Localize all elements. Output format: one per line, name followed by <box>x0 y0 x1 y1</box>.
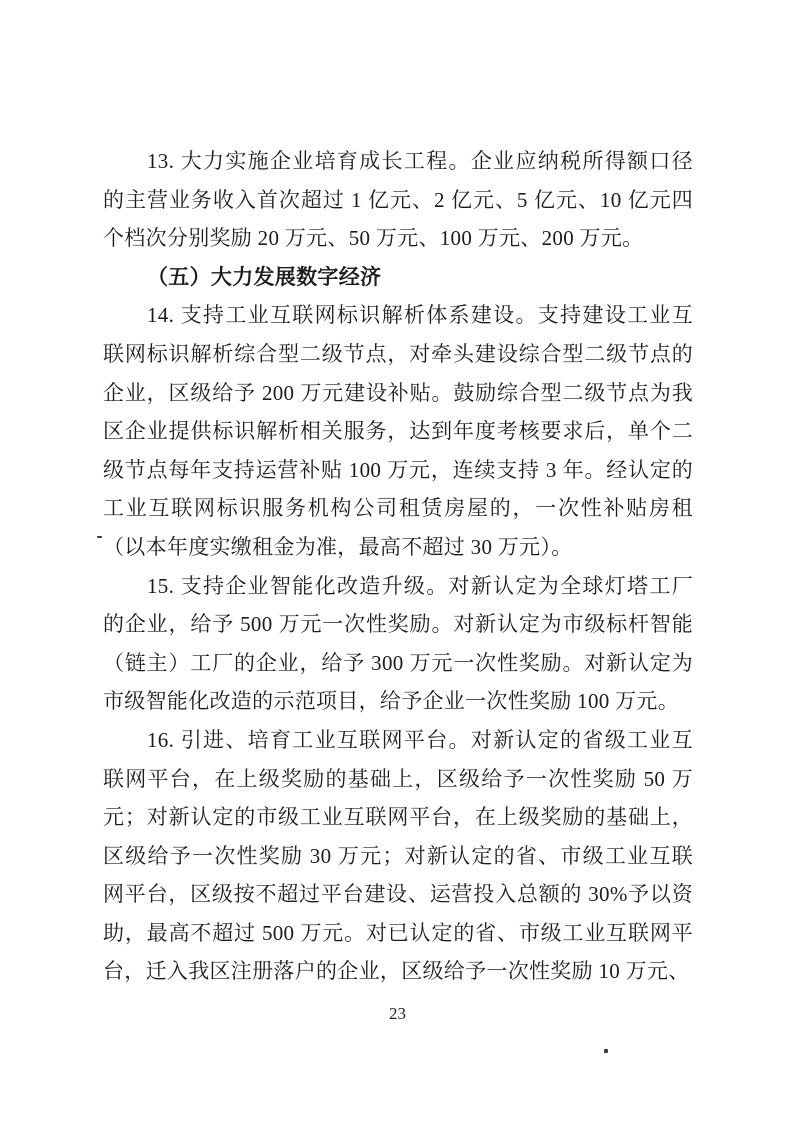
text-line: （链主）工厂的企业，给予 300 万元一次性奖励。对新认定为 <box>103 650 693 675</box>
text-line: 14. 支持工业互联网标识解析体系建设。支持建设工业互 <box>147 303 693 328</box>
text-line: 联网平台，在上级奖励的基础上，区级给予一次性奖励 50 万 <box>103 766 693 791</box>
text-line: 工业互联网标识服务机构公司租赁房屋的，一次性补贴房租 <box>103 496 693 521</box>
text-line: 网平台，区级按不超过平台建设、运营投入总额的 30%予以资 <box>103 882 693 907</box>
text-line: （以本年度实缴租金为准，最高不超过 30 万元）。 <box>103 534 573 559</box>
text-line: 个档次分别奖励 20 万元、50 万元、100 万元、200 万元。 <box>103 226 644 251</box>
text-line: 的主营业务收入首次超过 1 亿元、2 亿元、5 亿元、10 亿元四 <box>103 187 693 212</box>
text-line: 区级给予一次性奖励 30 万元；对新认定的省、市级工业互联 <box>103 843 693 868</box>
text-line: 联网标识解析综合型二级节点，对牵头建设综合型二级节点的 <box>103 341 693 366</box>
text-line: 13. 大力实施企业培育成长工程。企业应纳税所得额口径 <box>147 149 693 173</box>
text-line: 15. 支持企业智能化改造升级。对新认定为全球灯塔工厂 <box>147 573 693 598</box>
text-line: 企业，区级给予 200 万元建设补贴。鼓励综合型二级节点为我 <box>103 380 693 405</box>
document-text <box>103 142 693 991</box>
section-heading: （五）大力发展数字经济 <box>147 264 382 289</box>
scan-speck <box>97 536 102 538</box>
page-number: 23 <box>389 1004 406 1023</box>
text-line: 的企业，给予 500 万元一次性奖励。对新认定为市级标杆智能 <box>103 612 693 637</box>
text-line: 助，最高不超过 500 万元。对已认定的省、市级工业互联网平 <box>103 920 693 945</box>
text-line: 台，迁入我区注册落户的企业，区级给予一次性奖励 10 万元、 <box>103 959 690 984</box>
text-line: 区企业提供标识解析相关服务，达到年度考核要求后，单个二 <box>103 419 693 444</box>
text-line: 元；对新认定的市级工业互联网平台，在上级奖励的基础上， <box>103 805 693 830</box>
text-line: 级节点每年支持运营补贴 100 万元，连续支持 3 年。经认定的 <box>103 457 693 482</box>
text-line: 市级智能化改造的示范项目，给予企业一次性奖励 100 万元。 <box>103 689 679 714</box>
text-line: 16. 引进、培育工业互联网平台。对新认定的省级工业互 <box>147 727 693 752</box>
scan-speck <box>604 1049 608 1053</box>
